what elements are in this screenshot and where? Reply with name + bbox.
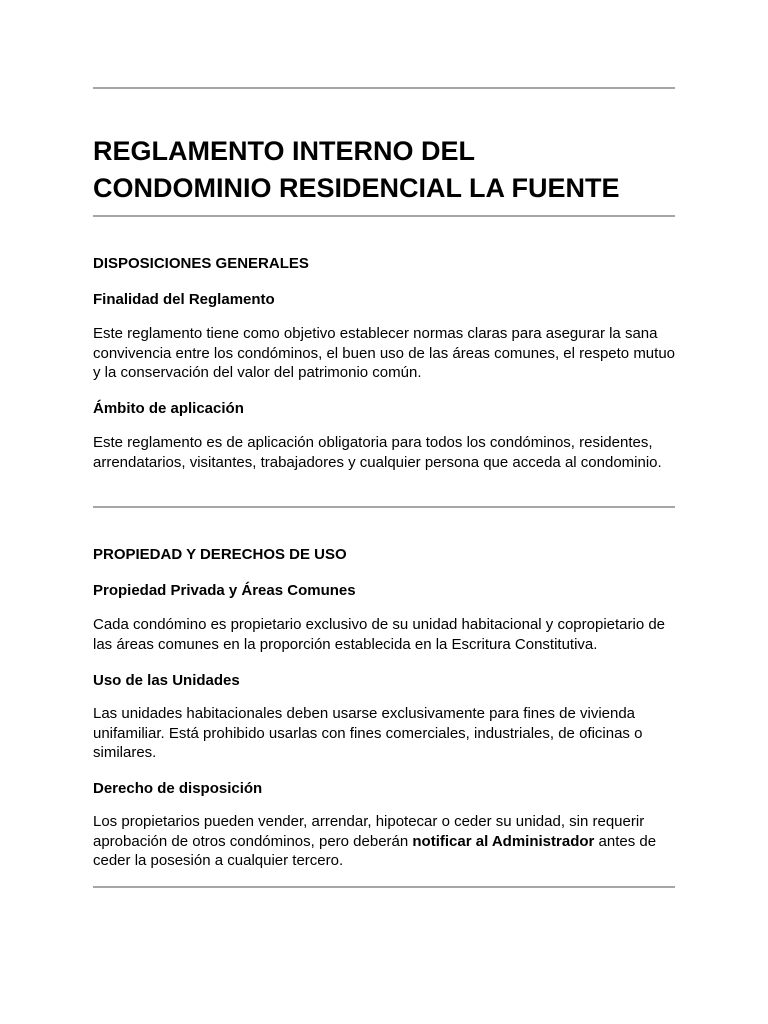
paragraph-text-before: Los propietarios pueden vender, arrendar, hipotecar o ceder su unidad, sin requerir aprobación de otros condóminos, pero deberán <box>93 813 645 850</box>
section-heading-disposiciones: DISPOSICIONES GENERALES <box>93 255 309 272</box>
paragraph-bold-emphasis: notificar al Administrador <box>412 832 595 850</box>
paragraph-finalidad: Este reglamento tiene como objetivo establecer normas claras para asegurar la sana convivencia entre los condóminos, el buen uso de las áreas comunes, el respeto mutuo y la conservación del valor del patrimonio común. <box>93 325 676 381</box>
title-divider <box>93 215 675 217</box>
subsection-heading-finalidad: Finalidad del Reglamento <box>93 291 275 308</box>
section-heading-propiedad: PROPIEDAD Y DERECHOS DE USO <box>93 546 347 563</box>
paragraph-derecho-disposicion <box>93 812 678 871</box>
subsection-heading-derecho-disposicion: Derecho de disposición <box>93 780 263 797</box>
paragraph-ambito: Este reglamento es de aplicación obligatoria para todos los condóminos, residentes, arrendatarios, visitantes, trabajadores y cualquier persona que acceda al condominio. <box>93 434 662 471</box>
subsection-heading-propiedad-privada: Propiedad Privada y Áreas Comunes <box>93 582 356 599</box>
paragraph-propiedad-privada: Cada condómino es propietario exclusivo de su unidad habitacional y copropietario de las áreas comunes en la proporción establecida en la Escritura Constitutiva. <box>93 616 666 653</box>
bottom-divider <box>93 886 675 888</box>
section-divider-1 <box>93 506 675 508</box>
subsection-heading-ambito: Ámbito de aplicación <box>93 400 244 417</box>
subsection-heading-uso-unidades: Uso de las Unidades <box>93 672 240 689</box>
document-title <box>93 133 693 207</box>
title-line-2: CONDOMINIO RESIDENCIAL LA FUENTE <box>93 173 620 203</box>
title-line-1: REGLAMENTO INTERNO DEL <box>93 136 476 166</box>
top-divider <box>93 87 675 89</box>
paragraph-uso-unidades: Las unidades habitacionales deben usarse exclusivamente para fines de vivienda unifamiliar. Está prohibido usarlas con fines comerciales, industriales, de oficinas o similares. <box>93 705 643 761</box>
paragraph-text-after: antes de ceder la posesión a cualquier tercero. <box>93 832 657 869</box>
